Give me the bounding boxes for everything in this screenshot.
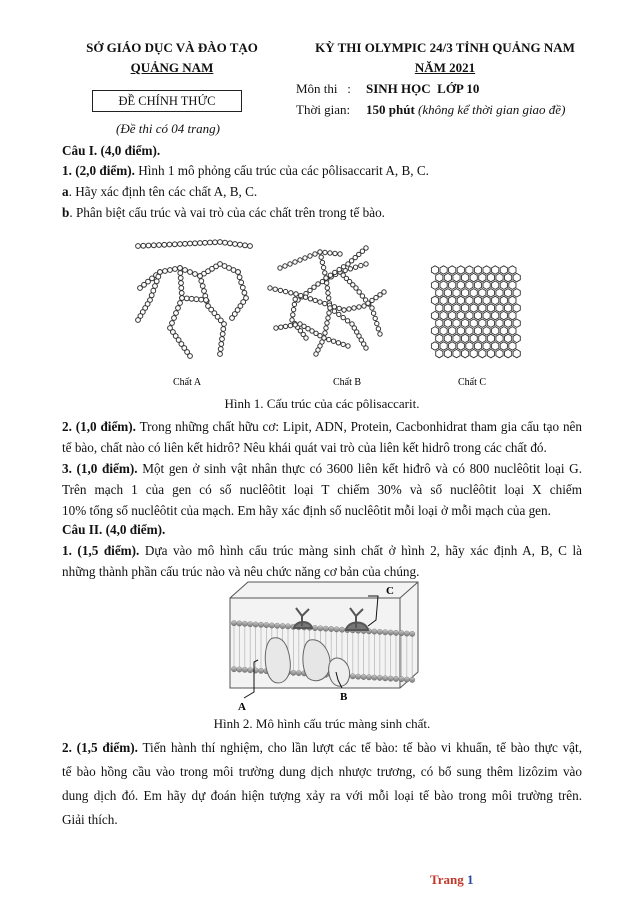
official-exam-box: ĐỀ CHÍNH THỨC — [92, 90, 242, 112]
figure-2-membrane — [218, 580, 428, 715]
branched-chain-b — [268, 246, 386, 356]
figure-1-polysaccharides — [120, 228, 540, 393]
time-note: (không kể thời gian giao đề) — [418, 102, 566, 117]
s2-q2-label: 2. (1,5 điểm). — [62, 740, 138, 755]
s1-q1a — [62, 182, 582, 201]
footer-page-word: Trang — [430, 872, 464, 887]
fig2-label-a: A — [238, 701, 246, 713]
exam-title-line-1: KỲ THI OLYMPIC 24/3 TỈNH QUẢNG NAM — [315, 40, 575, 55]
s2-q1-text-1: Dựa vào mô hình cấu trúc màng sinh chất ở hình 2, hãy xác định A, B, C là — [139, 543, 582, 558]
page-footer — [430, 872, 473, 888]
s1-q2-label: 2. (1,0 điểm). — [62, 419, 136, 434]
s1-q1-label: 1. (2,0 điểm). — [62, 163, 135, 178]
dept-line-1: SỞ GIÁO DỤC VÀ ĐÀO TẠO — [86, 40, 258, 55]
s2-q2-text-1: Tiến hành thí nghiệm, cho lần lượt các tế bào: tế bào vi khuẩn, tế bào thực vật, — [137, 740, 582, 755]
s1-q1-text: Hình 1 mô phỏng cấu trúc của các pôlisaccarit A, B, C. — [134, 163, 429, 178]
fig1-label-c: Chất C — [458, 377, 487, 388]
s2-q1-label: 1. (1,5 điểm). — [62, 543, 140, 558]
s1-q1 — [62, 161, 582, 180]
amylose-chain-a — [136, 240, 253, 359]
footer-page-number: 1 — [466, 872, 474, 887]
exam-title-line-2: NĂM 2021 — [414, 60, 476, 75]
time-value: 150 phút — [366, 102, 415, 117]
s2-q2-line-4: Giải thích. — [62, 812, 118, 827]
subject-label: Môn thi : — [296, 81, 351, 96]
s2-q2-line-3: dung dịch đó. Em hãy dự đoán hiện tượng xảy ra với mỗi loại tế bào trong môi trường trên. — [62, 788, 582, 803]
fig2-label-b: B — [340, 691, 348, 703]
s1-q3-line-2: Trên mạch 1 của gen có số nuclêôtit loại T chiếm 30% và số nuclêôtit loại X chiếm — [62, 482, 582, 497]
s1-q3-line-3: 10% tổng số nuclêôtit của mạch. Em hãy xác định số nuclêôtit mỗi loại ở mỗi mạch của gen. — [62, 503, 551, 518]
fig1-label-b: Chất B — [333, 377, 362, 388]
s1-q1a-text: . Hãy xác định tên các chất A, B, C. — [68, 184, 258, 199]
time-label: Thời gian: — [296, 102, 351, 117]
s2-q1-line-1 — [62, 541, 582, 560]
time-row — [366, 102, 565, 118]
figure-1-caption: Hình 1. Cấu trúc của các pôlisaccarit. — [224, 396, 420, 411]
s2-q1-line-2: những thành phần cấu trúc nào và nêu chức năng cơ bản của chúng. — [62, 564, 420, 579]
figure-2-caption: Hình 2. Mô hình cấu trúc màng sinh chất. — [213, 716, 431, 731]
subject-value: SINH HỌC LỚP 10 — [366, 81, 480, 96]
hexagon-grid-c — [431, 266, 520, 358]
s1-q1a-label: a — [62, 184, 69, 199]
s2-q2-line-1 — [62, 738, 582, 757]
fig1-label-a: Chất A — [173, 377, 202, 388]
s1-q2-line-2: tế bào, chất nào có liên kết hidrô? Nêu khái quát vai trò của liên kết hidrô trong các chất đó. — [62, 440, 547, 455]
s1-q2-text-1: Trong những chất hữu cơ: Lipit, ADN, Protein, Cacbonhidrat tham gia cấu tạo nên — [135, 419, 582, 434]
fig2-label-c: C — [386, 585, 394, 597]
s1-q2-line-1 — [62, 417, 582, 436]
section-1-title: Câu I. (4,0 điểm). — [62, 143, 161, 158]
s1-q1b-text: . Phân biệt cấu trúc và vai trò của các chất trên trong tế bào. — [69, 205, 385, 220]
section-2-title: Câu II. (4,0 điểm). — [62, 522, 166, 537]
s1-q1b — [62, 203, 582, 222]
s1-q1b-label: b — [62, 205, 70, 220]
s1-q3-line-1 — [62, 459, 582, 478]
pages-note: (Đề thi có 04 trang) — [116, 121, 220, 136]
s1-q3-text-1: Một gen ở sinh vật nhân thực có 3600 liên kết hiđrô và có 800 nuclêôtit loại G. — [137, 461, 582, 476]
s1-q3-label: 3. (1,0 điểm). — [62, 461, 138, 476]
dept-line-2: QUẢNG NAM — [130, 60, 214, 75]
s2-q2-line-2: tế bào hồng cầu vào trong môi trường dung dịch nhược trương, có bổ sung thêm lizôzim vào — [62, 764, 582, 779]
